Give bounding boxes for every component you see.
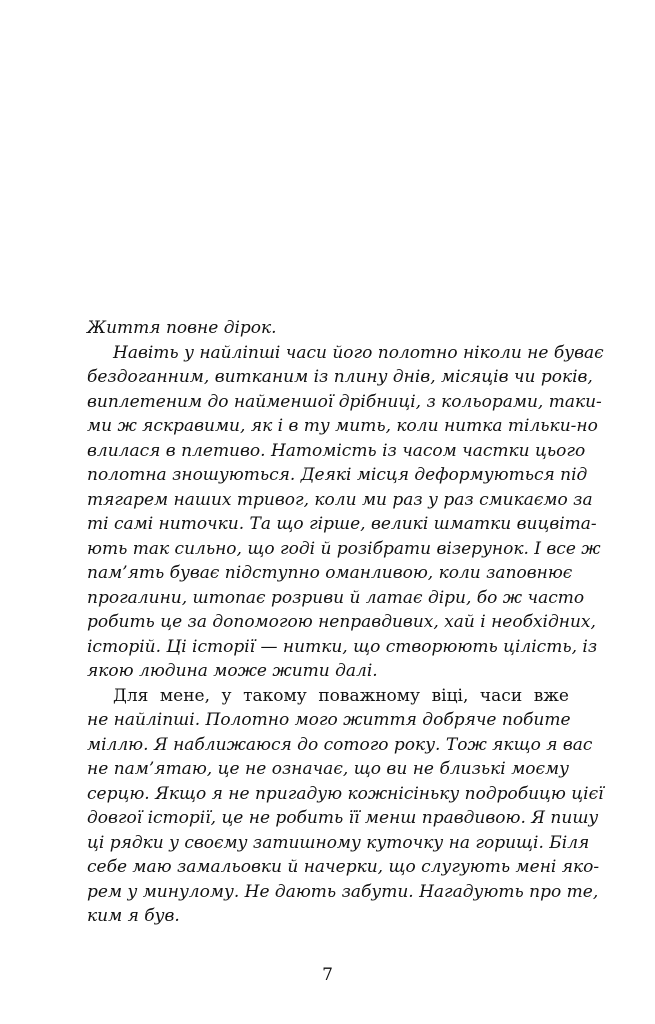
text-line: рем у минулому. Не дають забути. Нагадують про те, [87,881,599,902]
text-line: не найліпші. Полотно мого життя добряче побите [87,710,571,730]
paragraph-2 [87,341,604,684]
text-line: влилася в плетиво. Натомість із часом частки цього [87,440,586,461]
book-text [87,316,604,929]
text-line: ті самі ниточки. Та що гірше, великі шматки вицвіта- [87,514,597,534]
text-line: Життя повне дірок. [87,318,277,338]
text-line: ким я був. [87,906,180,926]
text-line: бездоганним, витканим із плину днів, місяців чи років, [87,367,593,387]
text-line: довгої історії, це не робить її менш правдивою. Я пишу [87,808,599,828]
text-line: прогалини, штопає розриви й латає діри, бо ж часто [87,587,585,608]
text-line: тягарем наших тривог, коли ми раз у раз смикаємо за [87,489,593,510]
text-line: міллю. Я наближаюся до сотого року. Тож якщо я вас [87,734,593,755]
text-line: пам’ять буває підступно оманливою, коли заповнює [87,563,573,583]
text-line: виплетеним до найменшої дрібниці, з кольорами, таки- [87,391,602,412]
text-line: не пам’ятаю, це не означає, що ви не близькі моєму [87,759,569,779]
text-line: себе маю замальовки й начерки, що слугують мені яко- [87,857,600,877]
text-line: робить це за допомогою неправдивих, хай і необхідних, [87,612,596,632]
text-line: ми ж яскравими, як і в ту мить, коли нитка тільки-но [87,416,598,436]
text-line: ють так сильно, що годі й розібрати візерунок. І все ж [87,538,601,559]
text-line: полотна зношуються. Деякі місця деформуються під [87,465,588,485]
text-line: якою людина може жити далі. [87,661,378,681]
text-line: Для мене, у такому поважному віці, часи вже [113,685,569,706]
paragraph-3 [87,684,604,929]
text-line: Навіть у найліпші часи його полотно ніколи не буває [113,342,604,363]
paragraph-1 [87,316,569,341]
text-line: серцю. Якщо я не пригадую кожнісіньку подробицю цієї [87,783,604,804]
page-number: 7 [322,965,333,985]
text-line: ці рядки у своєму затишному куточку на горищі. Біля [87,832,590,853]
text-line: історій. Ці історії — нитки, що створюють цілість, із [87,636,598,657]
